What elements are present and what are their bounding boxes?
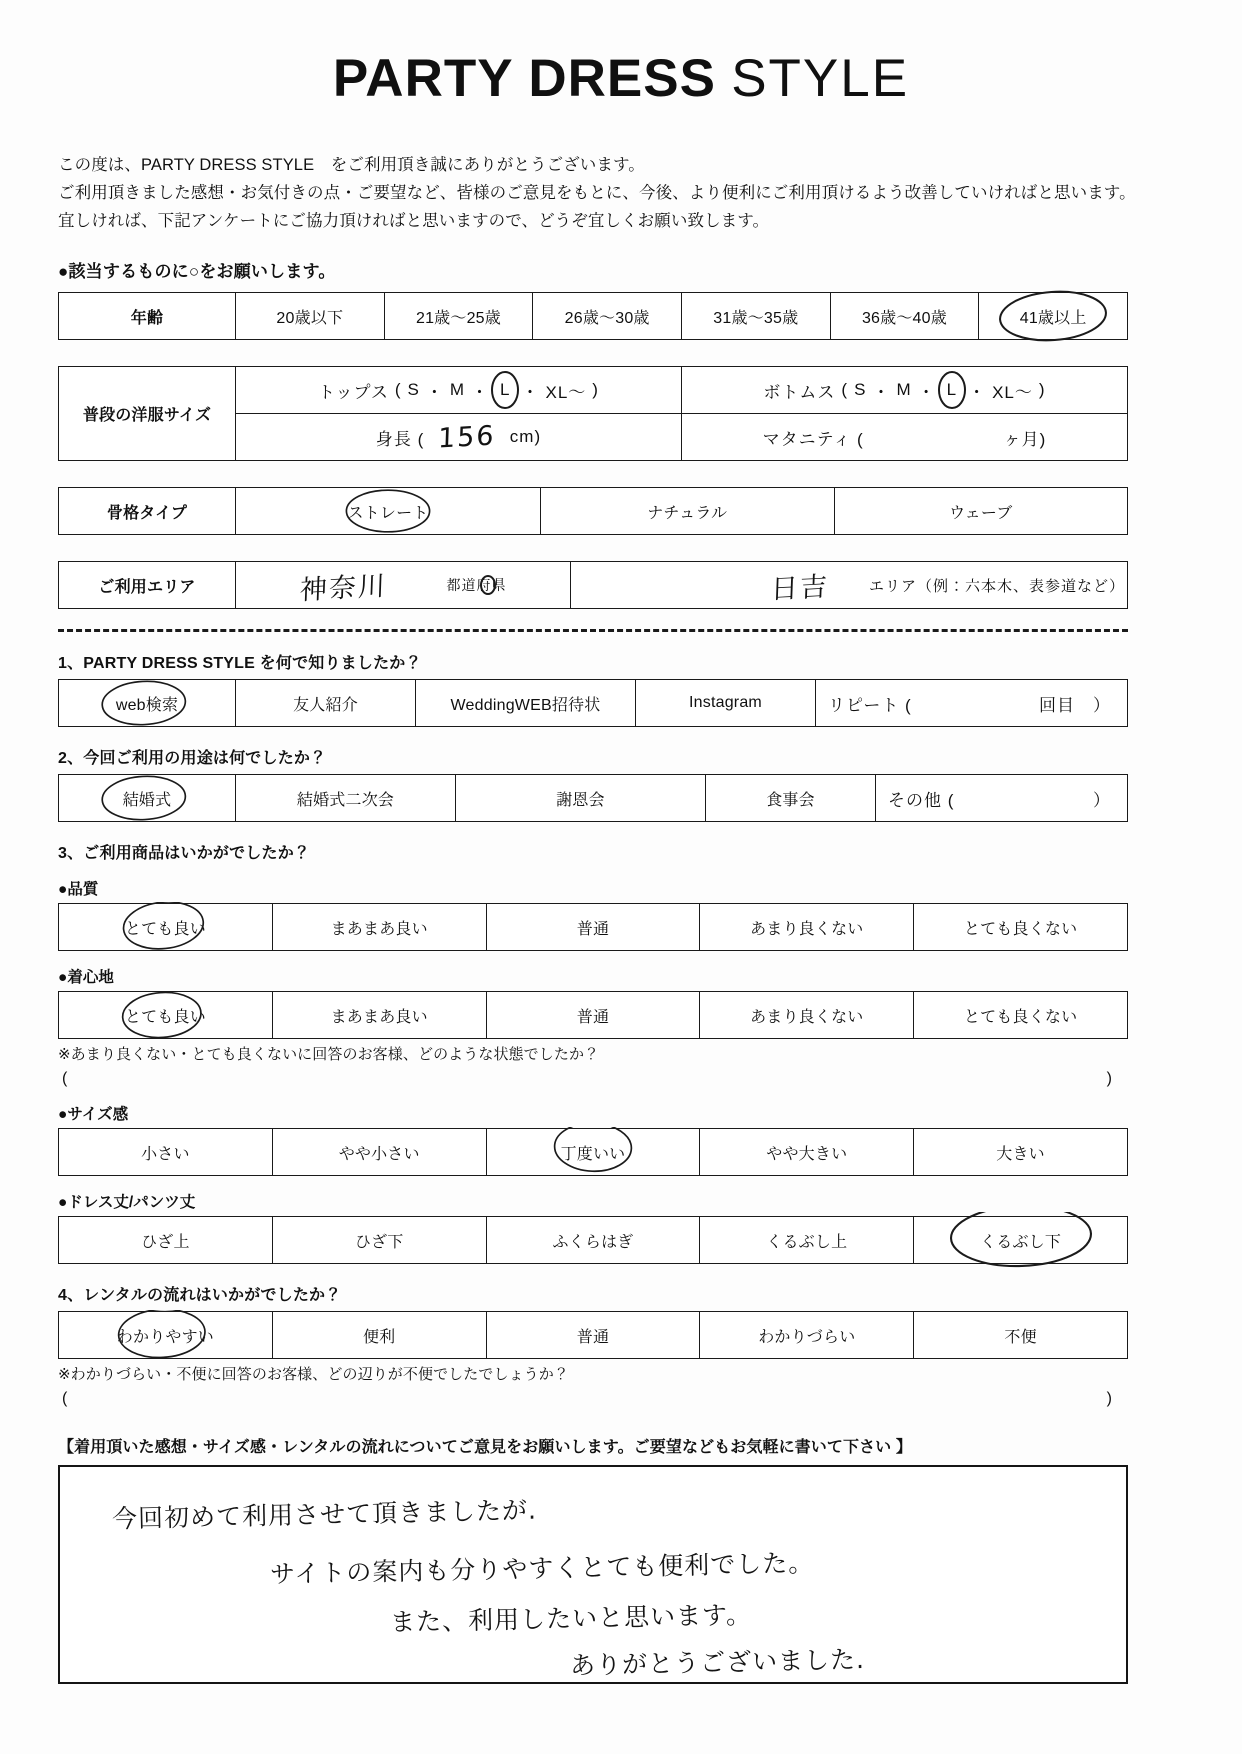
q2-option-0-label: 結婚式 xyxy=(122,791,172,809)
height-value: 156 xyxy=(437,419,497,455)
quality-option-3[interactable]: あまり良くない xyxy=(700,904,914,951)
section-divider xyxy=(58,629,1128,632)
table-row xyxy=(59,562,1128,609)
length-option-2[interactable]: ふくらはぎ xyxy=(486,1217,700,1264)
brand-name-light: STYLE xyxy=(731,49,910,108)
table-row xyxy=(59,367,1128,414)
q4-heading: 4、レンタルの流れはいかがでしたか？ xyxy=(58,1287,342,1304)
q2-option-1[interactable]: 結婚式二次会 xyxy=(236,775,456,822)
q1-repeat-suffix: 回目 ） xyxy=(1039,695,1111,715)
q3-length-label: ●ドレス丈/パンツ丈 xyxy=(58,1194,196,1211)
bottoms-option-xl[interactable]: XL～ xyxy=(992,382,1033,402)
usage-area-table xyxy=(58,561,1128,609)
tops-option-l-label: L xyxy=(500,380,511,399)
q3-heading: 3、ご利用商品はいかがでしたか？ xyxy=(58,845,311,862)
page-title xyxy=(0,0,1242,109)
q2-option-3[interactable]: 食事会 xyxy=(706,775,876,822)
skeleton-option-0[interactable] xyxy=(236,488,541,535)
size-option-4[interactable]: 大きい xyxy=(914,1129,1128,1176)
prefecture-value: 神奈川 xyxy=(298,570,387,606)
tops-label: トップス xyxy=(318,382,389,402)
length-option-3[interactable]: くるぶし上 xyxy=(700,1217,914,1264)
q3-quality-table xyxy=(58,903,1128,951)
table-row xyxy=(59,1217,1128,1264)
q3-size-table xyxy=(58,1128,1128,1176)
q3-comfort-label: ●着心地 xyxy=(58,969,114,986)
size-option-2[interactable] xyxy=(486,1129,700,1176)
q2-other-label: その他 ( xyxy=(888,790,955,810)
q1-option-3[interactable]: Instagram xyxy=(636,680,816,727)
q2-other-suffix: ） xyxy=(1093,790,1111,810)
tops-option-l[interactable] xyxy=(495,380,515,400)
instruction-text: ●該当するものに○をお願いします。 xyxy=(58,262,336,281)
clothing-size-table xyxy=(58,366,1128,461)
age-option-0[interactable]: 20歳以下 xyxy=(236,293,385,340)
intro-paragraph xyxy=(58,151,1242,235)
age-option-1[interactable]: 21歳～25歳 xyxy=(384,293,533,340)
age-label: 年齢 xyxy=(59,293,236,340)
q4-option-0[interactable] xyxy=(59,1312,273,1359)
length-option-4-label: くるぶし下 xyxy=(980,1233,1062,1251)
bottoms-option-l-label: L xyxy=(946,380,958,399)
bottoms-option-l[interactable] xyxy=(942,380,962,400)
tops-option-s[interactable]: S xyxy=(407,380,420,399)
comfort-option-0-label: とても良い xyxy=(124,1008,206,1026)
skeleton-option-1[interactable]: ナチュラル xyxy=(541,488,835,535)
q2-option-0[interactable] xyxy=(59,775,236,822)
maternity-unit: ヶ月) xyxy=(1003,429,1047,449)
skeleton-label: 骨格タイプ xyxy=(59,488,236,535)
comment-line-1: 今回初めて利用させて頂きましたが. xyxy=(111,1495,538,1534)
q3-quality-label: ●品質 xyxy=(58,881,99,898)
q1-option-0[interactable] xyxy=(59,680,236,727)
q4-answer-line[interactable] xyxy=(62,1390,1112,1408)
table-row xyxy=(59,1312,1128,1359)
age-option-3[interactable]: 31歳～35歳 xyxy=(681,293,830,340)
q1-option-2[interactable]: WeddingWEB招待状 xyxy=(416,680,636,727)
quality-option-0[interactable] xyxy=(59,904,273,951)
q4-option-3[interactable]: わかりづらい xyxy=(700,1312,914,1359)
table-row xyxy=(59,680,1128,727)
q1-repeat-label: リピート ( xyxy=(828,695,912,715)
q4-option-1[interactable]: 便利 xyxy=(272,1312,486,1359)
clothing-size-label: 普段の洋服サイズ xyxy=(59,367,236,461)
area-hint: エリア（例：六本木、表参道など） xyxy=(868,577,1125,595)
brand-name-bold: PARTY DRESS xyxy=(332,49,716,108)
bottoms-option-s[interactable]: S xyxy=(854,380,867,399)
quality-option-1[interactable]: まあまあ良い xyxy=(272,904,486,951)
bottoms-size-cell[interactable]: ボトムス ( S ・ M ・ L ・ XL～ ) xyxy=(681,367,1127,414)
height-label: 身長 ( xyxy=(375,429,425,449)
q4-option-0-label: わかりやすい xyxy=(116,1328,214,1346)
comment-box[interactable] xyxy=(58,1465,1128,1684)
tops-option-m[interactable]: M xyxy=(449,380,466,399)
intro-line-1: この度は、PARTY DRESS STYLE をご利用頂き誠にありがとうございます。 xyxy=(58,156,645,174)
maternity-label: マタニティ ( xyxy=(762,429,864,449)
q3-comfort-table xyxy=(58,991,1128,1039)
comfort-option-4[interactable]: とても良くない xyxy=(914,992,1128,1039)
comment-line-4: ありがとうございました. xyxy=(569,1644,866,1681)
area-label: ご利用エリア xyxy=(59,562,236,609)
age-option-4[interactable]: 36歳～40歳 xyxy=(830,293,979,340)
q2-table xyxy=(58,774,1128,822)
intro-line-3: 宜しければ、下記アンケートにご協力頂ければと思いますので、どうぞ宜しくお願い致します。 xyxy=(58,212,770,230)
height-cell[interactable] xyxy=(236,414,682,461)
q4-option-4[interactable]: 不便 xyxy=(914,1312,1128,1359)
length-option-4[interactable] xyxy=(914,1217,1128,1264)
q1-option-4[interactable] xyxy=(816,680,1128,727)
bottoms-label: ボトムス xyxy=(763,382,836,402)
quality-option-2[interactable]: 普通 xyxy=(486,904,700,951)
comment-line-3: また、利用したいと思います。 xyxy=(389,1600,753,1637)
comfort-option-3[interactable]: あまり良くない xyxy=(700,992,914,1039)
q1-option-1[interactable]: 友人紹介 xyxy=(236,680,416,727)
tops-size-cell[interactable]: トップス ( S ・ M ・ L ・ XL～ ) xyxy=(236,367,682,414)
handwritten-circle-mark xyxy=(935,370,969,410)
table-row xyxy=(59,992,1128,1039)
age-option-5-label: 41歳以上 xyxy=(1019,309,1087,327)
q2-option-4[interactable] xyxy=(876,775,1128,822)
comfort-option-1[interactable]: まあまあ良い xyxy=(272,992,486,1039)
skeleton-option-0-label: ストレート xyxy=(347,504,429,522)
bottoms-option-m[interactable]: M xyxy=(896,380,912,399)
length-option-0[interactable]: ひざ上 xyxy=(59,1217,273,1264)
size-option-1[interactable]: やや小さい xyxy=(272,1129,486,1176)
q4-table xyxy=(58,1311,1128,1359)
size-option-2-label: 丁度いい xyxy=(560,1145,626,1163)
prefecture-suffix-label: 都道府県 xyxy=(446,577,507,593)
age-table xyxy=(58,292,1128,340)
table-row xyxy=(59,1129,1128,1176)
quality-option-4[interactable]: とても良くない xyxy=(914,904,1128,951)
comfort-close-paren: ) xyxy=(1106,1070,1112,1087)
size-option-0[interactable]: 小さい xyxy=(59,1129,273,1176)
q4-close-paren: ) xyxy=(1106,1390,1112,1407)
q4-open-paren: ( xyxy=(62,1390,68,1407)
handwritten-circle-mark xyxy=(457,568,497,602)
age-option-5[interactable] xyxy=(979,293,1128,340)
table-row xyxy=(59,488,1128,535)
quality-option-0-label: とても良い xyxy=(124,920,206,938)
q4-option-2[interactable]: 普通 xyxy=(486,1312,700,1359)
prefecture-suffix xyxy=(447,575,507,595)
comfort-note: ※あまり良くない・とても良くないに回答のお客様、どのような状態でしたか？ xyxy=(58,1046,600,1063)
prefecture-cell[interactable] xyxy=(236,562,571,609)
q2-heading: 2、今回ご利用の用途は何でしたか？ xyxy=(58,750,327,767)
area-value: 日吉 xyxy=(770,570,830,606)
q1-heading: 1、PARTY DRESS STYLE を何で知りましたか？ xyxy=(58,655,422,672)
skeleton-type-table xyxy=(58,487,1128,535)
height-unit: cm) xyxy=(509,427,542,446)
area-value-cell[interactable] xyxy=(571,562,1128,609)
q3-size-label: ●サイズ感 xyxy=(58,1106,129,1123)
size-option-3[interactable]: やや大きい xyxy=(700,1129,914,1176)
q2-option-2[interactable]: 謝恩会 xyxy=(456,775,706,822)
tops-option-xl[interactable]: XL～ xyxy=(545,382,587,402)
intro-line-2: ご利用頂きました感想・お気付きの点・ご要望など、皆様のご意見をもとに、今後、より便利にご利用頂けるよう改善していければと思います。 xyxy=(58,184,1136,202)
q1-table xyxy=(58,679,1128,727)
q4-note: ※わかりづらい・不便に回答のお客様、どの辺りが不便でしたでしょうか？ xyxy=(58,1366,569,1383)
comfort-answer-line[interactable] xyxy=(62,1070,1112,1088)
length-option-1[interactable]: ひざ下 xyxy=(272,1217,486,1264)
table-row xyxy=(59,775,1128,822)
handwritten-circle-mark xyxy=(488,370,522,410)
q1-option-0-label: web検索 xyxy=(115,696,179,714)
table-row xyxy=(59,293,1128,340)
comment-line-2: サイトの案内も分りやすくとても便利でした。 xyxy=(269,1548,815,1589)
table-row xyxy=(59,904,1128,951)
q3-length-table xyxy=(58,1216,1128,1264)
maternity-cell[interactable] xyxy=(681,414,1127,461)
skeleton-option-2[interactable]: ウェーブ xyxy=(834,488,1128,535)
comfort-open-paren: ( xyxy=(62,1070,68,1087)
age-option-2[interactable]: 26歳～30歳 xyxy=(533,293,682,340)
comfort-option-2[interactable]: 普通 xyxy=(486,992,700,1039)
comment-heading: 【着用頂いた感想・サイズ感・レンタルの流れについてご意見をお願いします。ご要望などもお気軽に書いて下さい 】 xyxy=(58,1439,912,1456)
comfort-option-0[interactable] xyxy=(59,992,273,1039)
